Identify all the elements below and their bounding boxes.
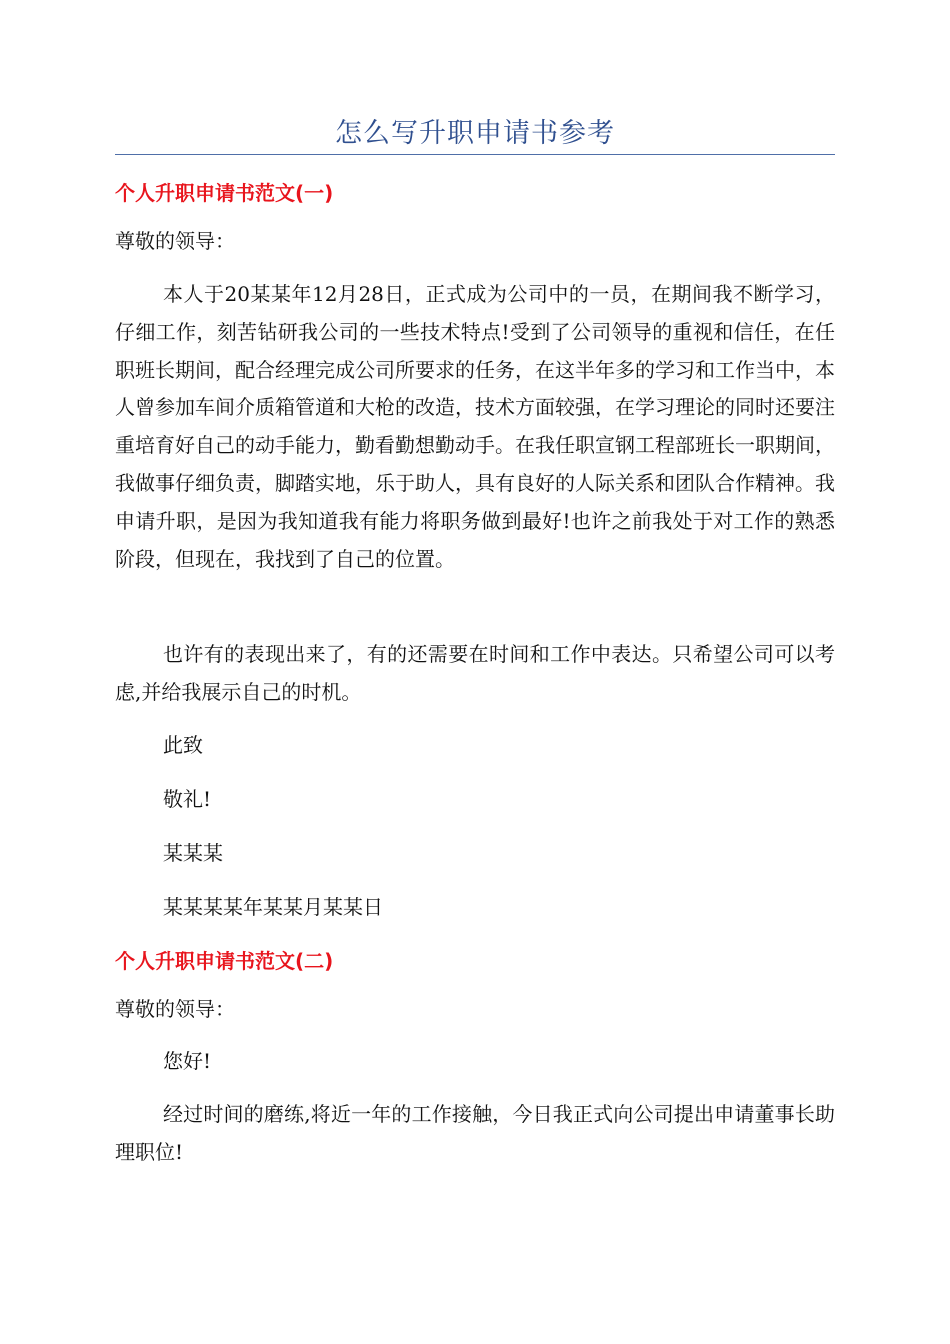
salutation-2: 尊敬的领导：: [115, 997, 235, 1021]
salutation-1: 尊敬的领导：: [115, 229, 235, 253]
title-divider: [115, 154, 835, 155]
signature-1: 某某某: [163, 841, 223, 865]
closing-1: 此致: [163, 733, 203, 757]
regards-1: 敬礼!: [163, 787, 212, 811]
greeting-2: 您好!: [163, 1049, 212, 1073]
section-heading-1: 个人升职申请书范文(一): [115, 181, 334, 205]
date-1: 某某某某年某某月某某日: [163, 895, 383, 919]
body-paragraph-1-2: 也许有的表现出来了，有的还需要在时间和工作中表达。只希望公司可以考虑,并给我展示自己的时机。: [115, 642, 835, 704]
body-paragraph-1-1: 本人于20某某年12月28日，正式成为公司中的一员，在期间我不断学习，仔细工作，刻苦钻研我公司的一些技术特点!受到了公司领导的重视和信任，在任职班长期间，配合经理完成公司所要求的任务，在这半年多的学习和工作当中，本人曾参加车间介质箱管道和大枪的改造，技术方面较强，在学习理论的同时还要注重培育好自己的动手能力，勤看勤想勤动手。在我任职宣钢工程部班长一职期间，我做事仔细负责，脚踏实地，乐于助人，具有良好的人际关系和团队合作精神。我申请升职，是因为我知道我有能力将职务做到最好!也许之前我处于对工作的熟悉阶段，但现在，我找到了自己的位置。: [115, 282, 835, 571]
section-heading-2: 个人升职申请书范文(二): [115, 949, 334, 973]
document-title: 怎么写升职申请书参考: [335, 118, 615, 149]
body-paragraph-2-1: 经过时间的磨练,将近一年的工作接触，今日我正式向公司提出申请董事长助理职位!: [115, 1102, 835, 1164]
